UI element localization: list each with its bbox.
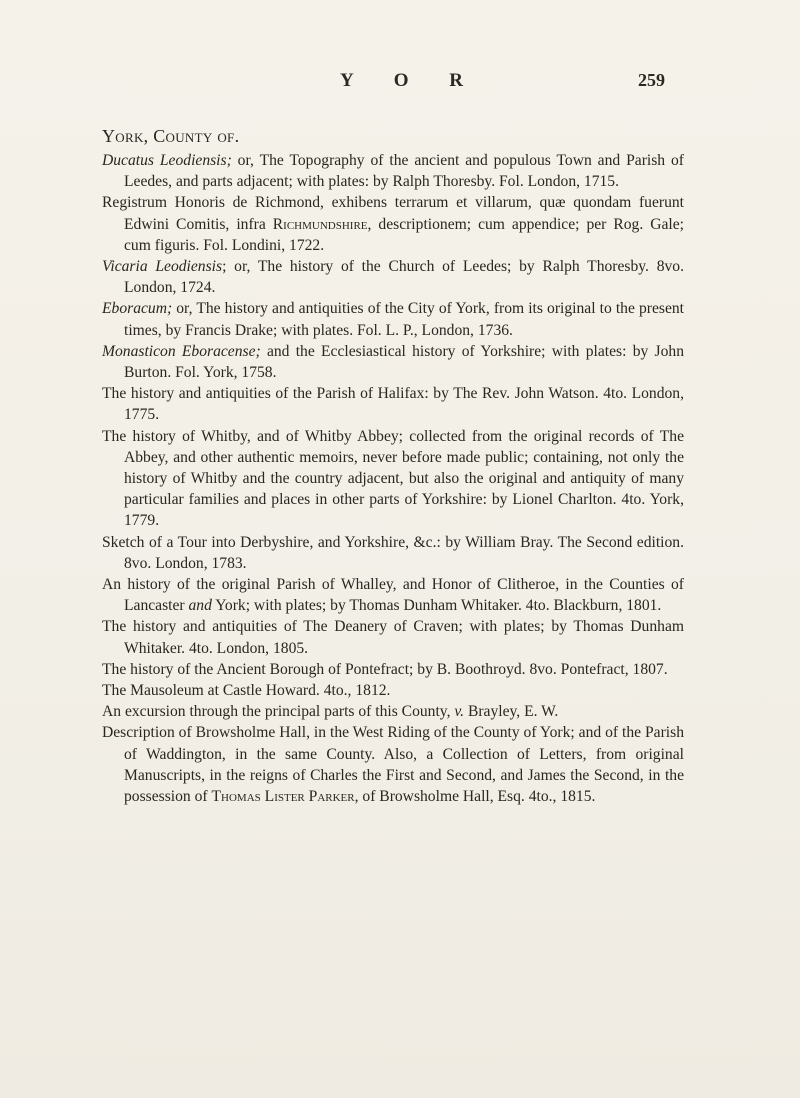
entry-text: The history of the Ancient Borough of Pontefract; by B. Boothroyd. 8vo. Pontefract, 1807. (102, 660, 668, 678)
entry-text: Registrum Honoris de Richmond, exhibens terrarum et villarum, quæ quondam fuerunt Edwini Comitis, infra (102, 194, 684, 233)
entry-text: Sketch of a Tour into Derbyshire, and Yorkshire, &c.: by William Bray. The Second edition. 8vo. London, 1783. (102, 533, 684, 572)
bibliography-entry (102, 532, 684, 574)
bibliography-entry (102, 256, 684, 298)
entry-text: An history of the original Parish of Whalley, and Honor of Clitheroe, in the Counties of Lancaster (102, 576, 684, 615)
bibliography-entry (102, 574, 684, 616)
bibliography-entry (102, 192, 684, 256)
bibliography-entry (102, 659, 684, 680)
entry-italic-word: v. (454, 703, 465, 721)
entry-text: or, The Topography of the ancient and populous Town and Parish of Leedes, and parts adjacent; with plates: by Ralph Thoresby. Fol. London, 1715. (124, 152, 684, 191)
bibliography-entry (102, 616, 684, 658)
entry-title: Ducatus Leodiensis; (102, 152, 232, 169)
entry-text: The Mausoleum at Castle Howard. 4to., 1812. (102, 682, 391, 700)
entry-title: Vicaria Leodiensis (102, 258, 223, 276)
bibliography-entry (102, 383, 684, 425)
entry-smallcaps: Richmundshire (272, 215, 368, 233)
entry-text-after: , descriptionem; cum appendice; per Rog. Gale; cum figuris. Fol. Londini, 1722. (124, 215, 685, 254)
bibliography-entry (102, 722, 684, 807)
entry-title: Monasticon Eboracense; (102, 342, 261, 360)
bibliography-entry (102, 426, 684, 532)
bibliography-entry (102, 680, 684, 701)
entry-title: Eboracum; (102, 300, 173, 318)
entry-text-after: , of Browsholme Hall, Esq. 4to., 1815. (354, 788, 596, 806)
entry-text: The history of Whitby, and of Whitby Abbey; collected from the original records of The Abbey, and other authentic memoirs, never before made public; containing, not only the history of Whitby and the country adjacent, but also the original and antiquity of many particular families and places in other parts of Yorkshire: by Lionel Charlton. 4to. York, 1779. (102, 427, 684, 530)
entry-text: ; or, The history of the Church of Leedes; by Ralph Thoresby. 8vo. London, 1724. (124, 258, 684, 297)
page-number: 259 (638, 70, 665, 90)
entry-smallcaps: Thomas Lister Parker (211, 788, 355, 806)
running-head (0, 70, 800, 98)
entry-italic-word: and (188, 597, 212, 615)
entry-text-after: York; with plates; by Thomas Dunham Whitaker. 4to. Blackburn, 1801. (211, 597, 662, 615)
entry-text-after: Brayley, E. W. (464, 703, 559, 721)
entry-text: An excursion through the principal parts of this County, (102, 703, 455, 721)
bibliography-list (102, 150, 684, 807)
entry-text: and the Ecclesiastical history of Yorkshire; with plates: by John Burton. Fol. York, 1758. (124, 342, 684, 382)
bibliography-entry (102, 341, 684, 383)
bibliography-entry (102, 298, 684, 340)
entry-text: The history and antiquities of The Deanery of Craven; with plates; by Thomas Dunham Whitaker. 4to. London, 1805. (102, 618, 684, 657)
entry-text: The history and antiquities of the Parish of Halifax: by The Rev. John Watson. 4to. London, 1775. (102, 385, 684, 424)
bibliography-entry (102, 150, 684, 192)
bibliography-entry (102, 701, 684, 722)
section-heading: York, County of. (102, 126, 240, 146)
running-title: Y O R (340, 70, 482, 91)
entry-text: or, The history and antiquities of the City of York, from its original to the present times, by Francis Drake; with plates. Fol. L. P., London, 1736. (124, 300, 684, 339)
entry-text: Description of Browsholme Hall, in the West Riding of the County of York; and of the Parish of Waddington, in the same County. Also, a Collection of Letters, from original Manuscripts, in the reigns of Charles the First and Second, and James the Second, in the possession of (102, 724, 684, 806)
